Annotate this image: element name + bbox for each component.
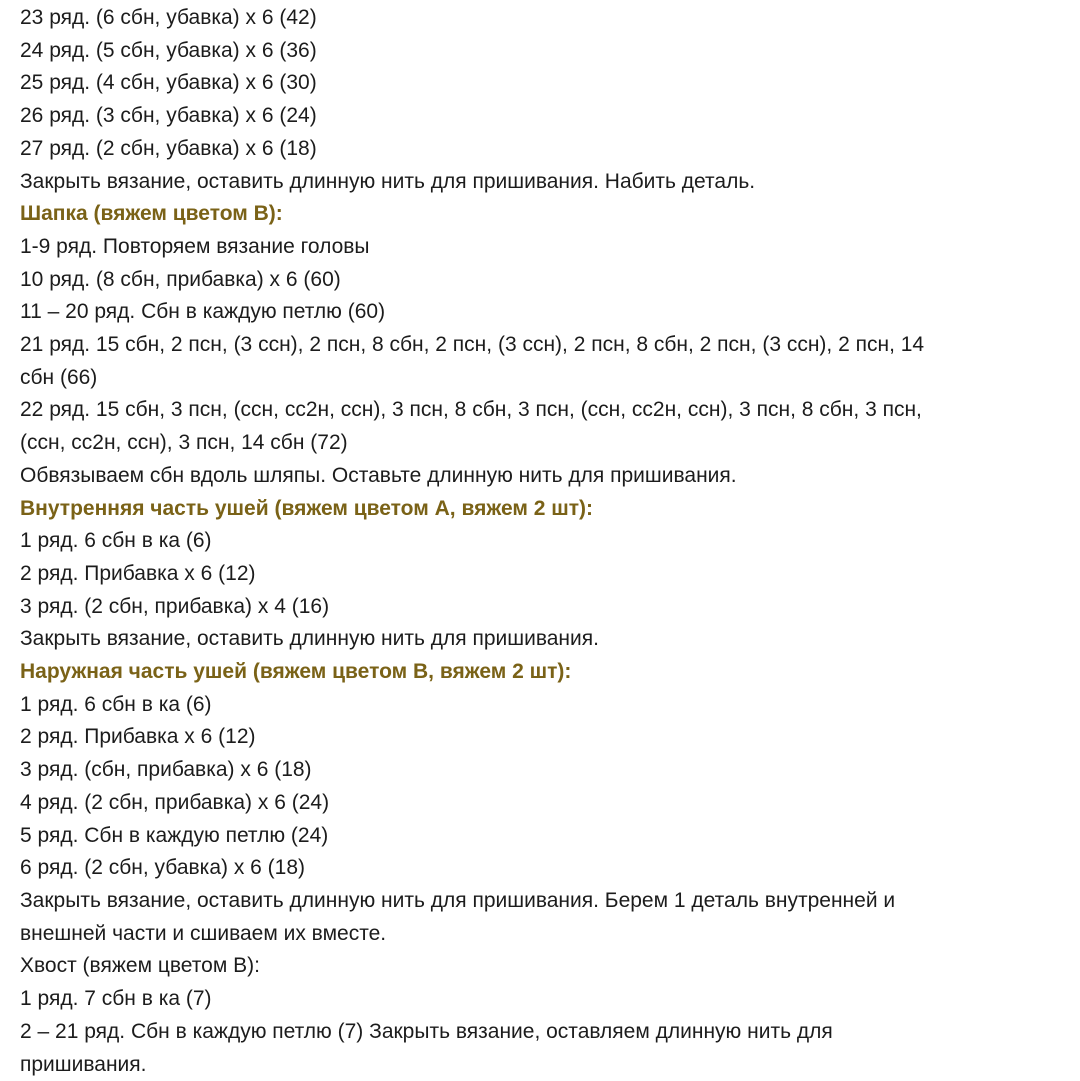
row-23: 23 ряд. (6 сбн, убавка) х 6 (42) [20, 2, 1065, 35]
row-26: 26 ряд. (3 сбн, убавка) х 6 (24) [20, 100, 1065, 133]
tail-row-2-21-line-2: пришивания. [20, 1049, 1065, 1081]
tail-heading: Хвост (вяжем цветом В): [20, 950, 1065, 983]
hat-row-22-line-1: 22 ряд. 15 сбн, 3 псн, (ссн, сс2н, ссн), 3 псн, 8 сбн, 3 псн, (ссн, сс2н, ссн), 3 псн, 8 сбн, 3 псн, [20, 394, 1065, 427]
outer-ears-row-3: 3 ряд. (сбн, прибавка) х 6 (18) [20, 754, 1065, 787]
hat-row-21-line-1: 21 ряд. 15 сбн, 2 псн, (3 ссн), 2 псн, 8 сбн, 2 псн, (3 ссн), 2 псн, 8 сбн, 2 псн, (3 ссн), 2 псн, 14 [20, 329, 1065, 362]
row-27: 27 ряд. (2 сбн, убавка) х 6 (18) [20, 133, 1065, 166]
hat-row-11-20: 11 – 20 ряд. Сбн в каждую петлю (60) [20, 296, 1065, 329]
outer-ears-finish-line-2: внешней части и сшиваем их вместе. [20, 918, 1065, 951]
inner-ears-row-2: 2 ряд. Прибавка х 6 (12) [20, 558, 1065, 591]
hat-finish-instruction: Обвязываем сбн вдоль шляпы. Оставьте длинную нить для пришивания. [20, 460, 1065, 493]
hat-row-21-line-2: сбн (66) [20, 362, 1065, 395]
tail-row-1: 1 ряд. 7 сбн в ка (7) [20, 983, 1065, 1016]
hat-row-10: 10 ряд. (8 сбн, прибавка) х 6 (60) [20, 264, 1065, 297]
hat-row-22-line-2: (ссн, сс2н, ссн), 3 псн, 14 сбн (72) [20, 427, 1065, 460]
tail-row-2-21 [20, 1016, 1065, 1081]
inner-ears-heading: Внутренняя часть ушей (вяжем цветом А, вяжем 2 шт): [20, 493, 1065, 526]
inner-ears-row-1: 1 ряд. 6 сбн в ка (6) [20, 525, 1065, 558]
row-24: 24 ряд. (5 сбн, убавка) х 6 (36) [20, 35, 1065, 68]
hat-row-21 [20, 329, 1065, 394]
outer-ears-row-1: 1 ряд. 6 сбн в ка (6) [20, 689, 1065, 722]
finish-instruction: Закрыть вязание, оставить длинную нить для пришивания. Набить деталь. [20, 166, 1065, 199]
outer-ears-row-4: 4 ряд. (2 сбн, прибавка) х 6 (24) [20, 787, 1065, 820]
row-25: 25 ряд. (4 сбн, убавка) х 6 (30) [20, 67, 1065, 100]
outer-ears-heading: Наружная часть ушей (вяжем цветом В, вяжем 2 шт): [20, 656, 1065, 689]
outer-ears-finish [20, 885, 1065, 950]
inner-ears-row-3: 3 ряд. (2 сбн, прибавка) х 4 (16) [20, 591, 1065, 624]
inner-ears-finish: Закрыть вязание, оставить длинную нить для пришивания. [20, 623, 1065, 656]
outer-ears-row-6: 6 ряд. (2 сбн, убавка) х 6 (18) [20, 852, 1065, 885]
hat-heading: Шапка (вяжем цветом В): [20, 198, 1065, 231]
hat-row-22 [20, 394, 1065, 459]
outer-ears-finish-line-1: Закрыть вязание, оставить длинную нить для пришивания. Берем 1 деталь внутренней и [20, 885, 1065, 918]
outer-ears-row-5: 5 ряд. Сбн в каждую петлю (24) [20, 820, 1065, 853]
hat-row-1-9: 1-9 ряд. Повторяем вязание головы [20, 231, 1065, 264]
tail-row-2-21-line-1: 2 – 21 ряд. Сбн в каждую петлю (7) Закрыть вязание, оставляем длинную нить для [20, 1016, 1065, 1049]
outer-ears-row-2: 2 ряд. Прибавка х 6 (12) [20, 721, 1065, 754]
pattern-page [20, 2, 1065, 1081]
